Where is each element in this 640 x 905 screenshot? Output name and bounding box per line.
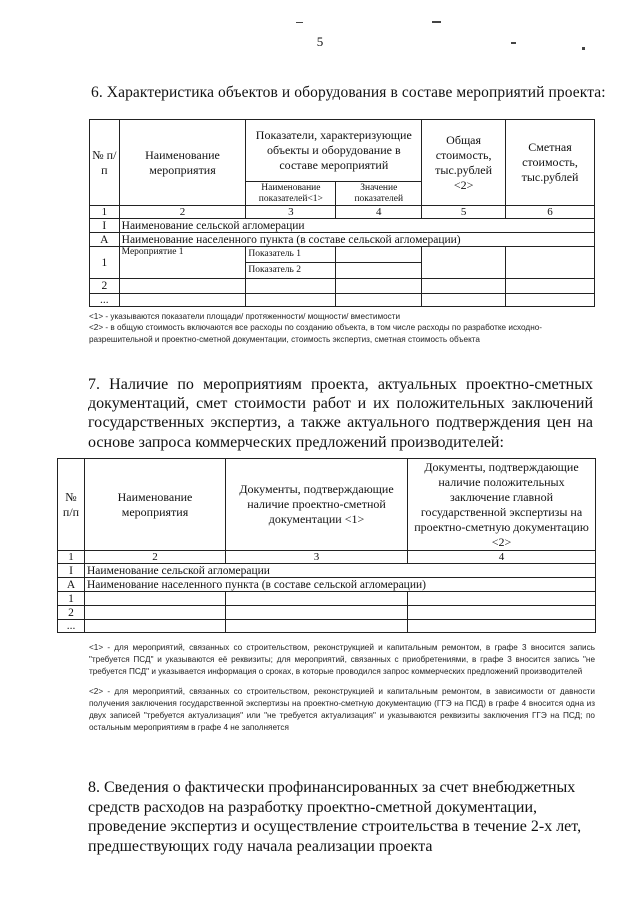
row-label: ... [90,294,120,307]
row-label: I [90,219,120,233]
objects-equipment-table [89,119,595,307]
table-cell [422,247,506,279]
footnote-2: <2> - для мероприятий, связанных со строительством, реконструкцией и капитальным ремонтом, в зависимости от давности получения заключения государственной экспертизы на проектно-сметную документацию (ГГЭ на ПСД) в графе 4 вносится одна из двух записей "требуется актуализация" или "не требуется актуализация" и указываются реквизиты заключения ГГЭ на ПСД; по остальным мероприятиям в графе 4 не заполняется [89,687,595,732]
indicator-1-cell: Показатель 1 [246,247,336,263]
col-number: 4 [408,551,596,564]
page-number: 5 [316,34,324,49]
header-num: № п/п [90,120,120,206]
indicator-2-cell: Показатель 2 [246,263,336,279]
row-label: ... [58,620,85,633]
measure-1-cell: Мероприятие 1 [119,247,246,279]
header-total-cost: Общая стоимость, тыс.рублей <2> [422,120,506,206]
header-indicator-name: Наименование показателей<1> [246,182,336,206]
scan-speck [432,21,441,23]
col-number: 6 [506,206,595,219]
settlement-row: Наименование населенного пункта (в составе сельской агломерации) [85,578,596,592]
row-label: 1 [58,592,85,606]
section-7-heading: 7. Наличие по мероприятиям проекта, актуальных проектно-сметных документаций, смет стоимости работ и их положительных заключений государственных экспертиз, а также актуального подтверждения цен на основе запроса коммерческих предложений производителей: [88,376,593,451]
col-number: 1 [58,551,85,564]
header-measure-name: Наименование мероприятия [85,459,226,551]
row-label: I [58,564,85,578]
header-indicator-value: Значение показателей [336,182,422,206]
table-cell [506,247,595,279]
footnote-2: <2> - в общую стоимость включаются все расходы по созданию объекта, в том числе расходы по разработке исходно-разрешительной и проектно-сметной документации, стоимость экспертиз, сметная стоимость объекта [89,323,542,344]
col-number: 5 [422,206,506,219]
row-label: А [90,233,120,247]
col-number: 1 [90,206,120,219]
row-label: 1 [90,247,120,279]
agglomeration-row: Наименование сельской агломерации [85,564,596,578]
col-number: 2 [85,551,226,564]
footnote-1: <1> - для мероприятий, связанных со строительством, реконструкцией и капитальным ремонтом, в графе 3 вносится запись "требуется ПСД" и указываются её реквизиты; для мероприятий, связанных с приобретениями, в графе 3 вносится запись "не требуется ПСД" и указывается информация о сроках, в которые проводился запрос коммерческих предложений производителей [89,643,595,676]
scan-speck [296,22,303,23]
settlement-row: Наименование населенного пункта (в составе сельской агломерации) [119,233,594,247]
col-number: 3 [226,551,408,564]
header-measure-name: Наименование мероприятия [119,120,246,206]
row-label: 2 [90,279,120,294]
footnote-1: <1> - указываются показатели площади/ протяженности/ мощности/ вместимости [89,312,401,321]
section-6-heading: 6. Характеристика объектов и оборудования в составе мероприятий проекта: [91,84,606,101]
col-number: 4 [336,206,422,219]
col-number: 2 [119,206,246,219]
header-estimate-cost: Сметная стоимость, тыс.рублей [506,120,595,206]
table-cell [336,247,422,263]
project-documents-table [57,458,596,633]
col-number: 3 [246,206,336,219]
table-cell [336,263,422,279]
section-8-heading: 8. Сведения о фактически профинансированных за счет внебюджетных средств расходов на разработку проектно-сметной документации, проведение экспертиз и осуществление строительства в течение 2-х лет, предшествующих году начала реализации проекта [88,779,582,855]
row-label: А [58,578,85,592]
header-num: № п/п [58,459,85,551]
header-docs-gge: Документы, подтверждающие наличие положительных заключение главной государственной экспертизы на проектно-сметную документацию <2> [408,459,596,551]
agglomeration-row: Наименование сельской агломерации [119,219,594,233]
header-indicators: Показатели, характеризующие объекты и оборудование в составе мероприятий [246,120,422,182]
row-label: 2 [58,606,85,620]
header-docs-psd: Документы, подтверждающие наличие проектно-сметной документации <1> [226,459,408,551]
